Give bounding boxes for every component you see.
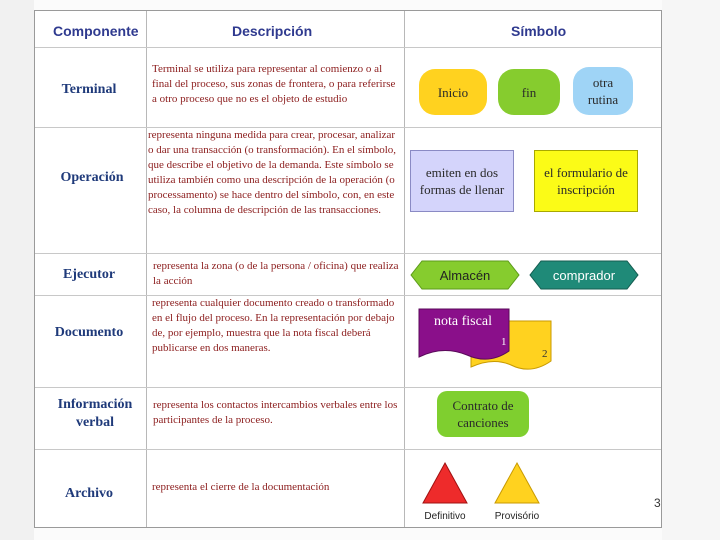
symbol-archivo xyxy=(419,461,559,525)
description-terminal: Terminal se utiliza para representar al comienzo o al final del proceso, sus zonas de frontera, o para referirse a otro proceso que no es el objeto de estudio xyxy=(152,63,396,105)
almacen-label: Almacén xyxy=(439,268,491,283)
component-ejecutor: Ejecutor xyxy=(62,267,116,282)
row-divider xyxy=(35,387,661,388)
symbol-terminal-otra-rutina: otra rutina xyxy=(573,67,633,115)
component-operacion: Operación xyxy=(60,170,124,185)
row-divider xyxy=(35,449,661,450)
right-margin-band xyxy=(662,0,720,540)
description-operacion: representa ninguna medida para crear, procesar, analizar o dar una transacción (o transformación). En el símbolo, que describe el objetivo de la demanda. Este símbolo se utiliza también como una descripción de la operación (o processamento) se hace dentro del símbolo, con, en este caso, la columna de descripción de las transacciones. xyxy=(148,129,397,216)
header-component: Componente xyxy=(53,23,139,39)
symbol-operacion-formulario: el formulario de inscripción xyxy=(534,150,638,212)
row-divider xyxy=(35,47,661,48)
archivo-definitivo-triangle xyxy=(423,463,467,503)
component-informacion-verbal: Información verbal xyxy=(57,397,133,430)
symbol-ejecutor-almacen xyxy=(410,260,520,290)
description-ejecutor: representa la zona (o de la persona / oficina) que realiza la acción xyxy=(153,260,399,287)
comprador-label: comprador xyxy=(552,268,616,283)
component-table xyxy=(34,10,662,528)
component-documento: Documento xyxy=(54,325,124,340)
archivo-definitivo-label: Definitivo xyxy=(424,511,466,522)
document-label: nota fiscal xyxy=(434,314,492,329)
description-documento: representa cualquier documento creado o transformado en el flujo del proceso. En la representación por debajo de, por ejemplo, muestra que la nota fiscal deberá publicarse en dos maneras. xyxy=(152,297,395,354)
header-symbol: Símbolo xyxy=(511,23,567,39)
archivo-provisorio-label: Provisório xyxy=(494,511,540,522)
archivo-provisorio-triangle xyxy=(495,463,539,503)
symbol-documento xyxy=(413,303,563,383)
page-number: 3 xyxy=(654,496,661,510)
symbol-ejecutor-comprador xyxy=(529,260,639,290)
row-divider xyxy=(35,253,661,254)
document-number-1: 1 xyxy=(501,336,507,348)
header-description: Descripción xyxy=(232,23,313,39)
symbol-terminal-fin: fin xyxy=(498,69,560,115)
description-informacion-verbal: representa los contactos intercambios verbales entre los participantes de la proceso. xyxy=(153,399,398,426)
left-margin-band xyxy=(0,0,34,540)
component-archivo: Archivo xyxy=(65,486,113,501)
description-archivo: representa el cierre de la documentación xyxy=(152,481,330,493)
symbol-operacion-formas: emiten en dos formas de llenar xyxy=(410,150,514,212)
symbol-informacion-verbal: Contrato de canciones xyxy=(437,391,529,437)
document-number-2: 2 xyxy=(542,348,548,360)
component-terminal: Terminal xyxy=(61,82,117,97)
symbol-terminal-inicio: Inicio xyxy=(419,69,487,115)
